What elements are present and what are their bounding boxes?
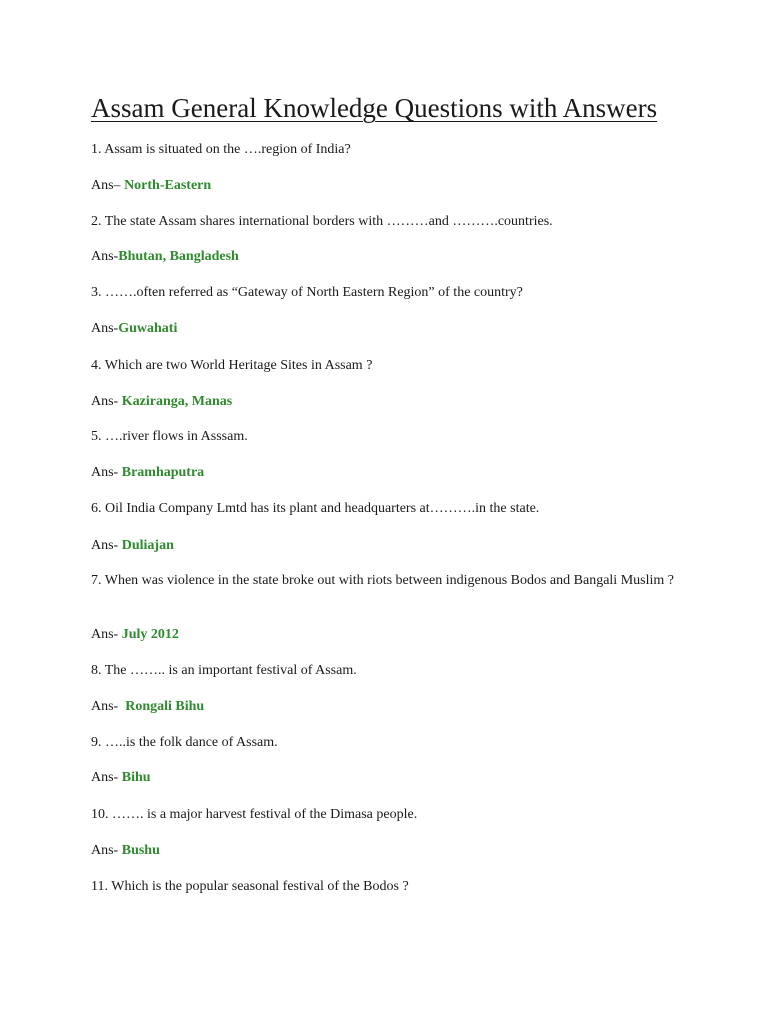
answer-10 [91,842,160,860]
answer-8 [91,698,204,716]
question-3: 3. …….often referred as “Gateway of North Eastern Region” of the country? [91,285,523,300]
question-1: 1. Assam is situated on the ….region of India? [91,142,351,157]
answer-value: Bramhaputra [121,465,205,480]
answer-value: Rongali Bihu [125,699,205,714]
answer-prefix: Ans- [91,770,119,785]
answer-4 [91,393,232,411]
question-8: 8. The …….. is an important festival of Assam. [91,663,357,678]
answer-prefix: Ans- [91,249,119,264]
question-11: 11. Which is the popular seasonal festival of the Bodos ? [91,879,409,894]
answer-prefix: Ans- [91,538,119,553]
answer-prefix: Ans– [91,178,121,193]
question-6: 6. Oil India Company Lmtd has its plant and headquarters at……….in the state. [91,501,540,516]
answer-prefix: Ans- [91,465,119,480]
answer-9 [91,769,151,787]
answer-value: July 2012 [121,627,179,642]
question-5: 5. ….river flows in Asssam. [91,429,248,444]
answer-value: Bhutan, Bangladesh [118,249,239,264]
answer-prefix: Ans- [91,321,119,336]
question-10: 10. ……. is a major harvest festival of the Dimasa people. [91,807,418,822]
answer-value: Duliajan [121,538,174,553]
answer-prefix: Ans- [91,394,119,409]
question-4: 4. Which are two World Heritage Sites in Assam ? [91,358,373,373]
answer-value: North-Eastern [124,178,212,193]
answer-5 [91,464,204,482]
answer-prefix: Ans- [91,627,119,642]
answer-2 [91,248,239,266]
answer-7 [91,626,179,644]
answer-prefix: Ans- [91,699,119,714]
answer-value: Guwahati [118,321,178,336]
answer-3 [91,320,177,338]
document-title: Assam General Knowledge Questions with Answers [91,93,658,123]
answer-value: Bihu [121,770,151,785]
question-7: 7. When was violence in the state broke out with riots between indigenous Bodos and Bangali Muslim ? [91,573,674,588]
answer-value: Bushu [121,843,160,858]
question-9: 9. …..is the folk dance of Assam. [91,735,278,750]
question-2: 2. The state Assam shares international borders with ………and ……….countries. [91,214,553,229]
answer-value: Kaziranga, Manas [121,394,233,409]
answer-1 [91,177,211,195]
answer-prefix: Ans- [91,843,119,858]
answer-6 [91,537,174,555]
